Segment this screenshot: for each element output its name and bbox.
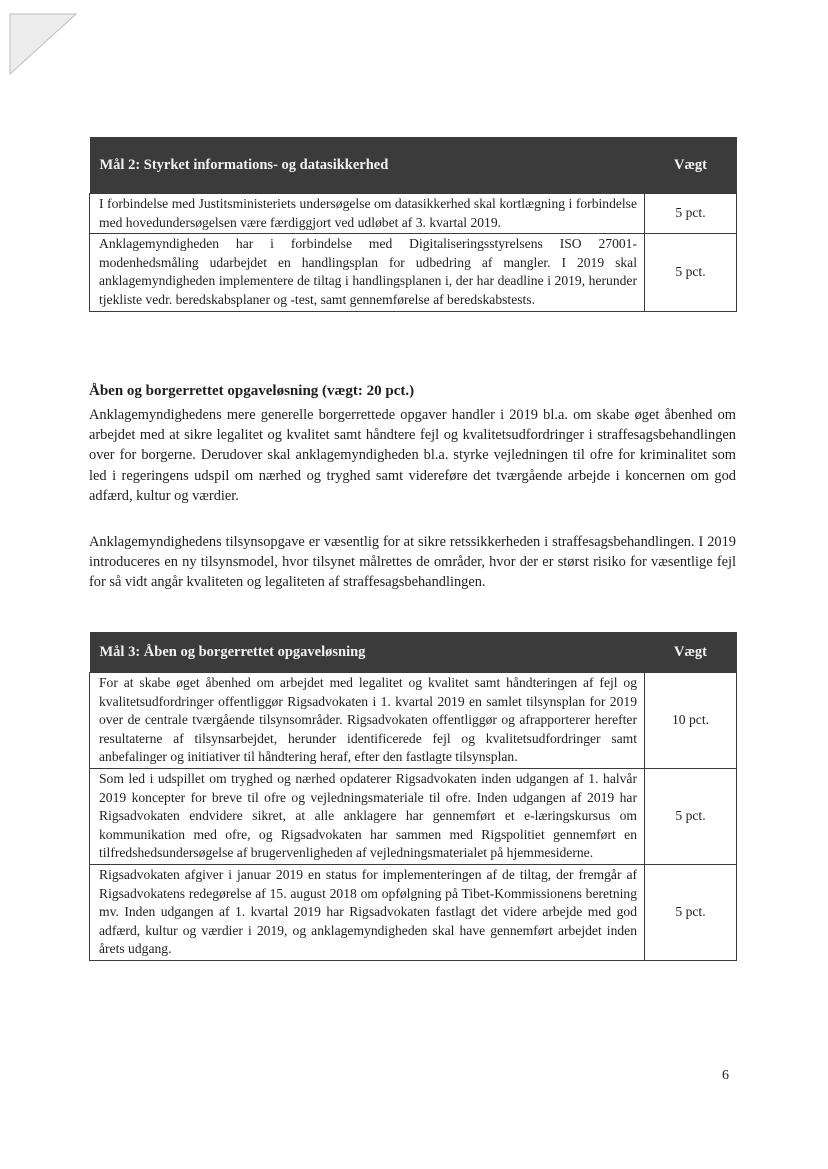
table-header-title: Mål 3: Åben og borgerrettet opgaveløsning xyxy=(90,632,645,673)
goal-weight: 5 pct. xyxy=(645,194,737,234)
table-header-title: Mål 2: Styrket informations- og datasikkerhed xyxy=(90,137,645,194)
goal-weight: 10 pct. xyxy=(645,673,737,769)
goal-description: I forbindelse med Justitsministeriets undersøgelse om datasikkerhed skal kortlægning i forbindelse med hovedundersøgelsen være færdiggjort ved udløbet af 3. kvartal 2019. xyxy=(90,194,645,234)
folded-corner-mark xyxy=(0,0,80,80)
table-header-weight: Vægt xyxy=(645,137,737,194)
goal-description: Rigsadvokaten afgiver i januar 2019 en status for implementeringen af de tiltag, der fremgår af Rigsadvokatens redegørelse af 15. august 2018 om opfølgning på Tibet-Kommissionens beretning mv. Inden udgangen af 1. kvartal 2019 har Rigsadvokaten fastlagt det videre arbejde med god adfærd, kultur og værdier i 2019, og anklagemyndigheden skal have gennemført arbejdet inden årets udgang. xyxy=(90,864,645,960)
goal-description: Som led i udspillet om tryghed og nærhed opdaterer Rigsadvokaten inden udgangen af 1. halvår 2019 koncepter for breve til ofre og vejledningsmateriale til ofre. Inden udgangen af 2019 har Rigsadvokaten endvidere sikret, at alle anklagere har gennemført et e-læringskursus om kommunikation med ofre, og Rigsadvokaten har sammen med Rigspolitiet gennemført en tilfredshedsundersøgelse af brugervenligheden af vejledningsmaterialet på hjemmesiderne. xyxy=(90,768,645,864)
goal-weight: 5 pct. xyxy=(645,768,737,864)
table-row xyxy=(90,673,737,769)
page-number: 6 xyxy=(722,1068,729,1083)
goal-2-table xyxy=(89,137,737,312)
table-header-weight: Vægt xyxy=(645,632,737,673)
table-row xyxy=(90,864,737,960)
table-row xyxy=(90,194,737,234)
goal-weight: 5 pct. xyxy=(645,864,737,960)
table-row xyxy=(90,768,737,864)
table-header-row xyxy=(90,632,737,673)
section-heading: Åben og borgerrettet opgaveløsning (vægt: 20 pct.) xyxy=(89,383,415,399)
table-header-row xyxy=(90,137,737,194)
goal-description: For at skabe øget åbenhed om arbejdet med legalitet og kvalitet samt håndteringen af fejl og kvalitetsudfordringer offentliggør Rigsadvokaten i 1. kvartal 2019 en samlet tilsynsplan for 2019 over de centrale tværgående tilsynsområder. Rigsadvokaten offentliggør og afrapporterer herefter resultaterne af tilsynsarbejdet, herunder identificerede fejl og kvalitetsudfordringer samt anbefalinger og initiativer til håndtering heraf, efter den fastlagte tilsynsplan. xyxy=(90,673,645,769)
section-paragraph-1: Anklagemyndighedens mere generelle borgerrettede opgaver handler i 2019 bl.a. om skabe øget åbenhed om arbejdet med at sikre legalitet og kvalitet samt håndtere fejl og kvalitetsudfordringer i straffesagsbehandlingen over for borgerne. Derudover skal anklagemyndigheden bl.a. styrke vejledningen til ofre for kriminalitet som led i regeringens udspil om nærhed og tryghed samt videreføre det tværgående arbejde i koncernen om god adfærd, kultur og værdier. xyxy=(89,407,736,504)
goal-3-table xyxy=(89,632,737,961)
goal-description: Anklagemyndigheden har i forbindelse med Digitaliseringsstyrelsens ISO 27001-modenhedsmåling udarbejdet en handlingsplan for udbedring af mangler. I 2019 skal anklagemyndigheden implementere de tiltag i handlingsplanen i, der har deadline i 2019, herunder tjekliste vedr. beredskabsplaner og -test, samt gennemførelse af beredskabstests. xyxy=(90,234,645,311)
table-row xyxy=(90,234,737,311)
section-paragraph-2: Anklagemyndighedens tilsynsopgave er væsentlig for at sikre retssikkerheden i straffesagsbehandlingen. I 2019 introduceres en ny tilsynsmodel, hvor tilsynet målrettes de områder, hvor der er størst risiko for væsentlige fejl for så vidt angår kvaliteten og legaliteten af straffesagsbehandlingen. xyxy=(89,534,736,591)
goal-weight: 5 pct. xyxy=(645,234,737,311)
